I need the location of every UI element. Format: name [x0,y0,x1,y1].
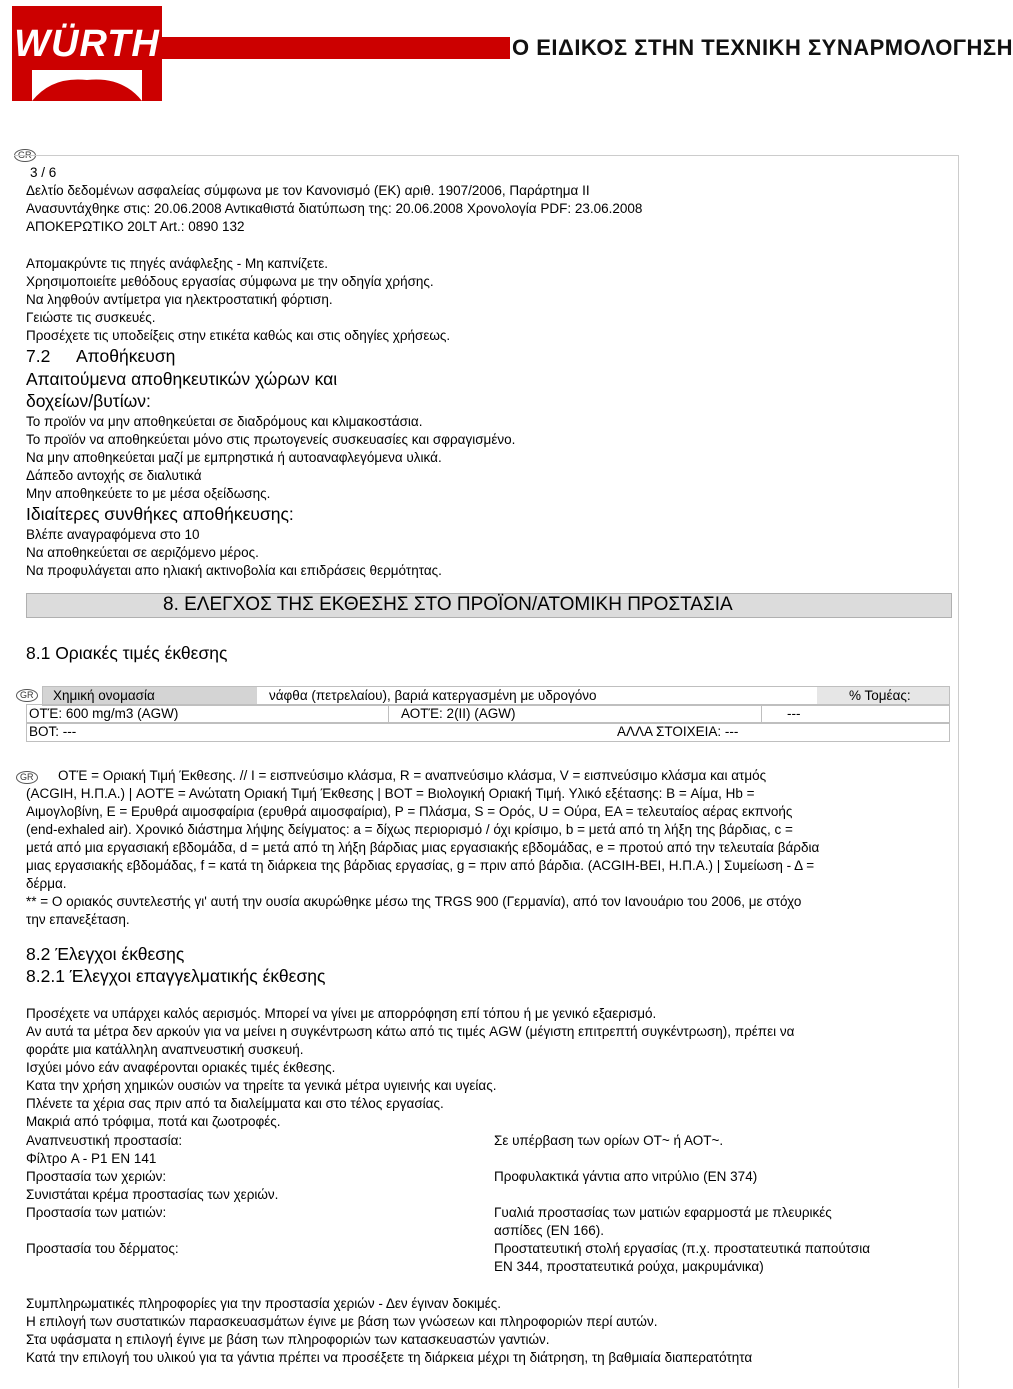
country-badge: GR [16,767,38,784]
legend-line: (end-exhaled air). Χρονικό διάστημα λήψης δείγματος: a = δίχως περιορισμό / όχι κρίσιμο, b = μετά από τη λήξη της βάρδιας, c = [26,822,793,837]
control-line: Κατα την χρήση χημικών ουσιών να τηρείτε τα γενικά μέτρα υγιεινής και υγείας. [26,1078,497,1093]
country-badge: GR [14,145,36,163]
storage-line: Δάπεδο αντοχής σε διαλυτικά [26,468,202,483]
resp-value: Σε υπέρβαση των ορίων ΟΤ~ ή ΑΟΤ~. [494,1133,724,1148]
cream-note: Συνιστάται κρέμα προστασίας των χεριών. [26,1187,279,1202]
registered-icon: ® [152,8,161,22]
hand-label: Προστασία των χεριών: [26,1169,167,1184]
header-slogan: Ο ΕΙΔΙΚΟΣ ΣΤΗΝ ΤΕΧΝΙΚΗ ΣΥΝΑΡΜΟΛΟΓΗΣΗ [512,35,1013,60]
storage-line: Το προϊόν να μην αποθηκεύεται σε διαδρόμους και κλιμακοστάσια. [26,414,423,429]
storage-line: Να προφυλάγεται απο ηλιακή ακτινοβολία και επιδράσεις θερμότητας. [26,563,442,578]
handling-line: Να ληφθούν αντίμετρα για ηλεκτροστατική φόρτιση. [26,292,333,307]
storage-line: Να αποθηκεύεται σε αεριζόμενο μέρος. [26,545,259,560]
wurth-logo [12,6,162,101]
gloves-line: Συμπληρωματικές πληροφορίες για την προστασία χεριών - Δεν έγιναν δοκιμές. [26,1296,502,1311]
storage-line: Το προϊόν να αποθηκεύεται μόνο στις πρωτογενείς συσκευασίες και σφραγισμένο. [26,432,516,447]
control-line: Μακριά από τρόφιμα, ποτά και ζωοτροφές. [26,1114,281,1129]
legend-line: ** = Ο οριακός συντελεστής γι' αυτή την ουσία ακυρώθηκε μέσω της TRGS 900 (Γερμανία), από τον Ιανουάριο του 2006, με στόχο [26,894,802,909]
legend-line: (ACGIH, Η.Π.Α.) | ΑΟΤΈ = Ανώτατη Οριακή Τιμή Έκθεσης | ΒΟΤ = Βιολογική Οριακή Τιμή. Υλικό εξέτασης: B = Αίμα, Hb = [26,786,755,801]
doc-line-3: ΑΠΟΚΕΡΩΤΙΚΟ 20LT Art.: 0890 132 [26,219,245,234]
handling-line: Γειώστε τις συσκευές. [26,310,156,325]
section-72-title: Αποθήκευση [76,346,176,366]
storage-line: Μην αποθηκεύετε το με μέσα οξείδωσης. [26,486,271,501]
section-821-title: 8.2.1 Έλεγχοι επαγγελματικής έκθεσης [26,966,326,986]
section-72-number: 7.2 [26,346,51,366]
control-line: φοράτε μια κατάλληλη αναπνευστική συσκευή. [26,1042,304,1057]
control-line: Προσέχετε να υπάρχει καλός αερισμός. Μπορεί να γίνει με απορρόφηση επί τόπου ή με γενικό εξαερισμό. [26,1006,657,1021]
col-header-chemical-name: Χημική ονομασία [53,688,155,703]
control-line: Αν αυτά τα μέτρα δεν αρκούν για να μείνει η συγκέντρωση κάτω από τις τιμές AGW (μέγιστη επιτρεπτή συγκέντρωση), πρέπει να [26,1024,795,1039]
page-header [0,0,1013,103]
legend-line: ΟΤΈ = Οριακή Τιμή Έκθεσης. // I = εισπνεύσιμο κλάσμα, R = αναπνεύσιμο κλάσμα, V = εισπνεύσιμο κλάσμα και ατμός [58,768,767,783]
country-badge: GR [16,685,38,702]
legend-line: μιας εργασιακής εβδομάδας, f = κατά τη διάρκεια της βάρδιας εργασίας, g = πριν από βάρδια. (ACGIH-BEI, Η.Π.Α.) | Συμείωση - Δ = [26,858,815,873]
bot-value: ΒΟΤ: --- [29,724,77,739]
section-81-title: 8.1 Οριακές τιμές έκθεσης [26,643,228,663]
gloves-line: Κατά την επιλογή του υλικού για τα γάντια πρέπει να προσέξετε τη διάρκεια μέχρι τη διάτρηση, τη βαθμιαία διαπερατότητα [26,1350,753,1365]
pct-label: % Τομέας: [849,688,911,703]
table-row [26,704,950,724]
storage-subheading: δοχείων/βυτίων: [26,391,151,411]
handling-line: Προσέχετε τις υποδείξεις στην ετικέτα καθώς και στις οδηγίες χρήσεως. [26,328,451,343]
ote-value: ΟΤΈ: 600 mg/m3 (AGW) [29,706,179,721]
table-row [26,722,950,742]
filter-value: Φίλτρο A - P1 EN 141 [26,1151,157,1166]
storage-subheading: Απαιτούμενα αποθηκευτικών χώρων και [26,369,338,389]
eye-label: Προστασία των ματιών: [26,1205,167,1220]
table-row [42,686,950,706]
legend-line: Αιμογλοβίνη, E = Ερυθρά αιμοσφαίρια (ερυθρά αιμοσφαίρια), P = Πλάσμα, S = Ορός, U = Ούρα, EA = τελευταίος αέρας εκπνοής [26,804,793,819]
handling-line: Απομακρύντε τις πηγές ανάφλεξης - Μη καπνίζετε. [26,256,329,271]
header-red-bar [160,37,510,59]
skin-value: EN 344, προστατευτικά ρούχα, μακρυμάνικα) [494,1259,764,1274]
aote-value: ΑΟΤΈ: 2(II) (AGW) [401,706,516,721]
empty-value: --- [787,706,801,721]
legend-line: δέρμα. [26,876,67,891]
page-number: 3 / 6 [30,165,57,180]
doc-line-1: Δελτίο δεδομένων ασφαλείας σύμφωνα με τον Κανονισμό (ΕΚ) αριθ. 1907/2006, Παράρτημα II [26,183,590,198]
eye-value: ασπίδες (EN 166). [494,1223,605,1238]
other-info: ΑΛΛΑ ΣΤΟΙΧΕΙΑ: --- [617,724,739,739]
skin-value: Προστατευτική στολή εργασίας (π.χ. προστατευτικά παπούτσια [494,1241,871,1256]
eye-value: Γυαλιά προστασίας των ματιών εφαρμοστά με πλευρικές [494,1205,832,1220]
storage-subheading-2: Ιδιαίτερες συνθήκες αποθήκευσης: [26,504,294,524]
section-82-title: 8.2 Έλεγχοι έκθεσης [26,944,185,964]
section-8-title: 8. ΕΛΕΓΧΟΣ ΤΗΣ ΕΚΘΕΣΗΣ ΣΤΟ ΠΡΟΪΟΝ/ΑΤΟΜΙΚΗ ΠΡΟΣΤΑΣΙΑ [163,594,733,615]
substance-name: νάφθα (πετρελαίου), βαριά κατεργασμένη με υδρογόνο [269,688,597,703]
resp-label: Αναπνευστική προστασία: [26,1133,183,1148]
storage-line: Να μην αποθηκεύεται μαζί με εμπρηστικά ή αυτοαναφλεγόμενα υλικά. [26,450,442,465]
handling-line: Χρησιμοποιείτε μεθόδους εργασίας σύμφωνα με την οδηγία χρήσης. [26,274,434,289]
control-line: Ισχύει μόνο εάν αναφέρονται οριακές τιμές έκθεσης. [26,1060,336,1075]
hand-value: Προφυλακτικά γάντια απο νιτρύλιο (EN 374) [494,1169,758,1184]
control-line: Πλένετε τα χέρια σας πριν από τα διαλείμματα και στο τέλος εργασίας. [26,1096,444,1111]
gloves-line: Στα υφάσματα η επιλογή έγινε με βάση των πληροφοριών των κατασκευαστών γαντιών. [26,1332,550,1347]
section-8-bar [26,593,952,618]
doc-line-2: Ανασυντάχθηκε στις: 20.06.2008 Αντικαθιστά διατύπωση της: 20.06.2008 Χρονολογία PDF: 23.06.2008 [26,201,643,216]
gloves-line: Η επιλογή των συστατικών παρασκευασμάτων έγινε με βάση των γνώσεων και πληροφοριών περί αυτών. [26,1314,658,1329]
legend-line: μετά από μια εργασιακή εβδομάδα, d = μετά από τη λήξη βάρδιας μιας εργασιακής εβδομάδας, e = προτού από την τελευταία βάρδια [26,840,820,855]
logo-text: WÜRTH [14,23,160,65]
legend-line: την επανεξέταση. [26,912,130,927]
storage-line: Βλέπε αναγραφόμενα στο 10 [26,527,200,542]
skin-label: Προστασία του δέρματος: [26,1241,179,1256]
